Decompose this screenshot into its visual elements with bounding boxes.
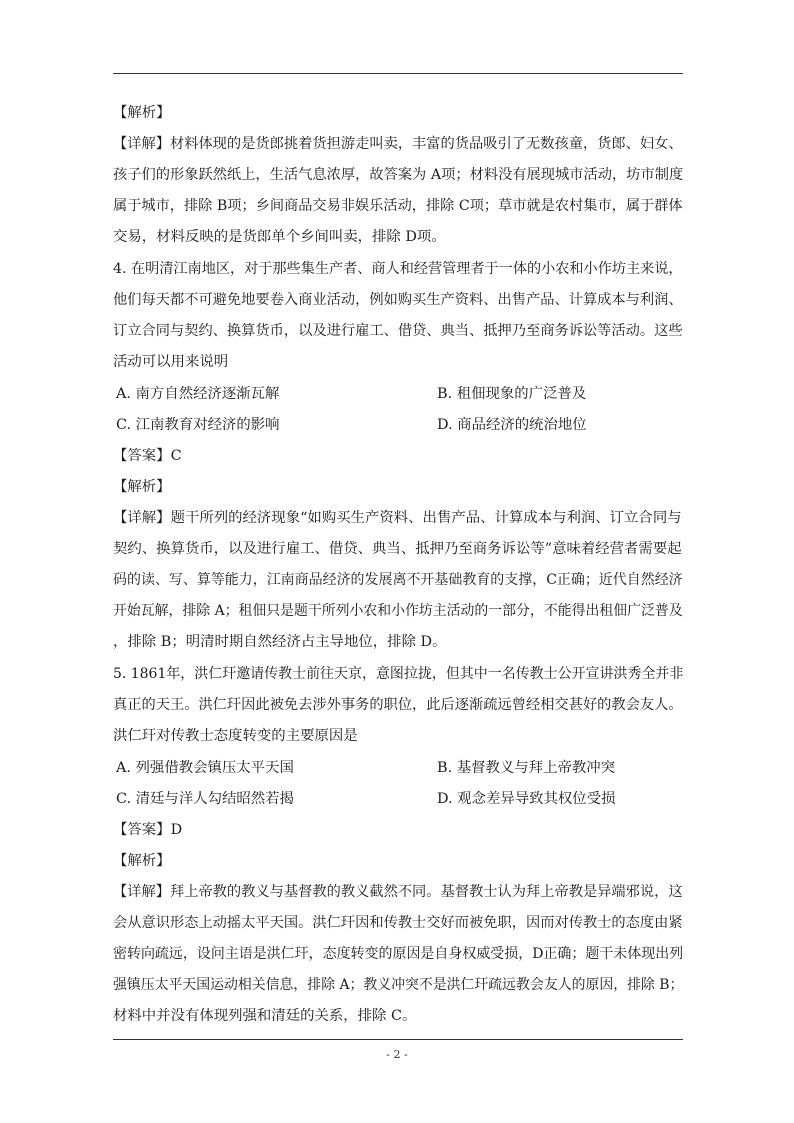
question-4-stem: 活动可以用来说明 <box>113 354 229 370</box>
question-4-option-b: B. 租佃现象的广泛普及 <box>437 386 587 402</box>
question-5-stem: 洪仁玕对传教士态度转变的主要原因是 <box>113 728 358 744</box>
question-5-option-a: A. 列强借教会镇压太平天国 <box>116 760 294 776</box>
detail-line: 【详解】拜上帝教的教义与基督教的教义截然不同。基督教士认为拜上帝教是异端邪说，这 <box>113 884 683 900</box>
question-5-option-c: C. 清廷与洋人勾结昭然若揭 <box>116 791 294 807</box>
analysis-label: 【解析】 <box>113 479 171 495</box>
detail-line: 契约、换算货币，以及进行雇工、借贷、典当、抵押乃至商务诉讼等”意味着经营者需要起 <box>113 541 682 557</box>
question-4-stem: 他们每天都不可避免地要卷入商业活动，例如购买生产资料、出售产品、计算成本与利润、 <box>113 292 683 308</box>
detail-line: 交易，材料反映的是货郎单个乡间叫卖，排除 D项。 <box>113 229 446 245</box>
question-5-answer: 【答案】D <box>113 822 183 838</box>
detail-line: 孩子们的形象跃然纸上，生活气息浓厚，故答案为 A项；材料没有展现城市活动，坊市制度 <box>113 167 684 183</box>
detail-line: 强镇压太平天国运动相关信息，排除 A；教义冲突不是洪仁玕疏远教会友人的原因，排除 B； <box>113 977 684 993</box>
detail-line: ，排除 B；明清时期自然经济占主导地位，排除 D。 <box>113 634 447 650</box>
question-5-option-d: D. 观念差异导致其权位受损 <box>437 791 616 807</box>
detail-line: 属于城市，排除 B项；乡间商品交易非娱乐活动，排除 C项；草市就是农村集市，属于群体 <box>113 198 683 214</box>
detail-line: 密转向疏远，设问主语是洪仁玕，态度转变的原因是自身权威受损，D正确；题干未体现出列 <box>113 946 684 962</box>
question-4-stem: 订立合同与契约、换算货币，以及进行雇工、借贷、典当、抵押乃至商务诉讼等活动。这些 <box>113 323 683 339</box>
question-4-option-c: C. 江南教育对经济的影响 <box>116 417 280 433</box>
question-4-answer: 【答案】C <box>113 448 182 464</box>
page-number: - 2 - <box>386 1048 408 1061</box>
analysis-label: 【解析】 <box>113 853 171 869</box>
detail-line: 材料中并没有体现列强和清廷的关系，排除 C。 <box>113 1008 417 1024</box>
detail-line: 【详解】题干所列的经济现象“如购买生产资料、出售产品、计算成本与利润、订立合同与 <box>113 510 682 526</box>
question-5-stem: 真正的天王。洪仁玕因此被免去涉外事务的职位，此后逐渐疏远曾经相交甚好的教会友人。 <box>113 697 683 713</box>
question-4-stem: 4. 在明清江南地区，对于那些集生产者、商人和经营管理者于一体的小农和小作坊主来说， <box>113 261 683 277</box>
question-5-stem: 5. 1861年，洪仁玕邀请传教士前往天京，意图拉拢，但其中一名传教士公开宣讲洪秀全并非 <box>113 666 684 682</box>
footer-rule <box>113 1039 683 1040</box>
question-5-option-b: B. 基督教义与拜上帝教冲突 <box>437 760 616 776</box>
detail-line: 码的读、写、算等能力，江南商品经济的发展离不开基础教育的支撑，C正确；近代自然经济 <box>113 572 683 588</box>
analysis-label: 【解析】 <box>113 105 171 121</box>
question-4-option-a: A. 南方自然经济逐渐瓦解 <box>116 386 280 402</box>
detail-line: 会从意识形态上动摇太平天国。洪仁玕因和传教士交好而被免职，因而对传教士的态度由紧 <box>113 915 683 931</box>
question-4-option-d: D. 商品经济的统治地位 <box>437 417 587 433</box>
header-rule <box>113 73 683 74</box>
detail-line: 【详解】材料体现的是货郎挑着货担游走叫卖，丰富的货品吸引了无数孩童，货郎、妇女、 <box>113 136 683 152</box>
detail-line: 开始瓦解，排除 A；租佃只是题干所列小农和小作坊主活动的一部分，不能得出租佃广泛普及 <box>113 603 683 619</box>
